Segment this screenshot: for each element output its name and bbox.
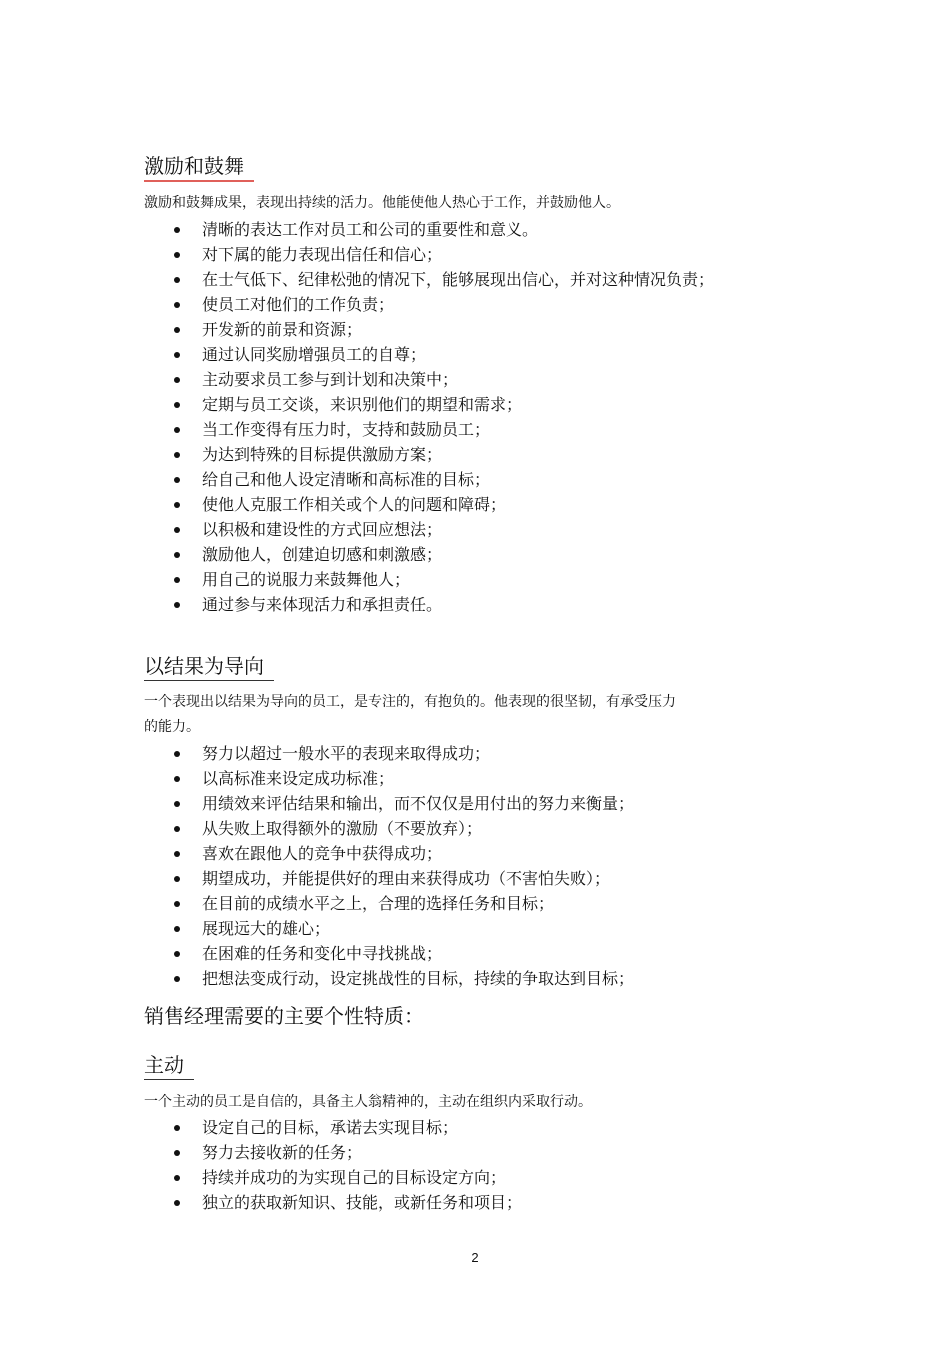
bullet-icon bbox=[174, 352, 180, 358]
bullet-icon bbox=[174, 1150, 180, 1156]
list-item: 努力去接收新的任务； bbox=[174, 1140, 522, 1165]
page-number: 2 bbox=[471, 1250, 479, 1265]
section-intro-results-oriented bbox=[144, 690, 764, 740]
bullet-icon bbox=[174, 527, 180, 533]
bullet-icon bbox=[174, 1175, 180, 1181]
list-item: 从失败上取得额外的激励（不要放弃）； bbox=[174, 816, 634, 841]
bullet-list-initiative bbox=[174, 1115, 522, 1215]
bullet-icon bbox=[174, 427, 180, 433]
list-item: 给自己和他人设定清晰和高标准的目标； bbox=[174, 467, 714, 492]
bullet-icon bbox=[174, 252, 180, 258]
list-item: 开发新的前景和资源； bbox=[174, 317, 714, 342]
bullet-icon bbox=[174, 377, 180, 383]
bullet-icon bbox=[174, 327, 180, 333]
list-item: 通过认同奖励增强员工的自尊； bbox=[174, 342, 714, 367]
list-item: 努力以超过一般水平的表现来取得成功； bbox=[174, 741, 634, 766]
list-item: 主动要求员工参与到计划和决策中； bbox=[174, 367, 714, 392]
bullet-icon bbox=[174, 826, 180, 832]
bullet-icon bbox=[174, 502, 180, 508]
bullet-icon bbox=[174, 976, 180, 982]
list-item: 定期与员工交谈，来识别他们的期望和需求； bbox=[174, 392, 714, 417]
section-heading-motivation: 激励和鼓舞 bbox=[144, 154, 254, 182]
section-heading-results-oriented: 以结果为导向 bbox=[144, 654, 274, 681]
list-item: 在目前的成绩水平之上，合理的选择任务和目标； bbox=[174, 891, 634, 916]
bullet-list-results-oriented bbox=[174, 741, 634, 991]
list-item: 独立的获取新知识、技能，或新任务和项目； bbox=[174, 1190, 522, 1215]
bullet-icon bbox=[174, 227, 180, 233]
list-item: 喜欢在跟他人的竞争中获得成功； bbox=[174, 841, 634, 866]
section-heading-personality-traits: 销售经理需要的主要个性特质： bbox=[144, 1004, 424, 1028]
bullet-icon bbox=[174, 876, 180, 882]
bullet-icon bbox=[174, 951, 180, 957]
bullet-icon bbox=[174, 776, 180, 782]
bullet-icon bbox=[174, 577, 180, 583]
list-item: 使员工对他们的工作负责； bbox=[174, 292, 714, 317]
bullet-icon bbox=[174, 402, 180, 408]
bullet-icon bbox=[174, 302, 180, 308]
list-item: 用绩效来评估结果和输出，而不仅仅是用付出的努力来衡量； bbox=[174, 791, 634, 816]
section-intro-motivation: 激励和鼓舞成果，表现出持续的活力。他能使他人热心于工作，并鼓励他人。 bbox=[144, 195, 620, 211]
list-item: 设定自己的目标，承诺去实现目标； bbox=[174, 1115, 522, 1140]
bullet-icon bbox=[174, 751, 180, 757]
list-item: 当工作变得有压力时，支持和鼓励员工； bbox=[174, 417, 714, 442]
list-item: 清晰的表达工作对员工和公司的重要性和意义。 bbox=[174, 217, 714, 242]
bullet-icon bbox=[174, 1200, 180, 1206]
intro-line: 的能力。 bbox=[144, 719, 200, 735]
list-item: 激励他人，创建迫切感和刺激感； bbox=[174, 542, 714, 567]
list-item: 展现远大的雄心； bbox=[174, 916, 634, 941]
section-heading-initiative: 主动 bbox=[144, 1053, 194, 1080]
list-item: 以积极和建设性的方式回应想法； bbox=[174, 517, 714, 542]
bullet-icon bbox=[174, 552, 180, 558]
list-item: 对下属的能力表现出信任和信心； bbox=[174, 242, 714, 267]
list-item: 把想法变成行动，设定挑战性的目标，持续的争取达到目标； bbox=[174, 966, 634, 991]
bullet-icon bbox=[174, 277, 180, 283]
bullet-list-motivation bbox=[174, 217, 714, 617]
list-item: 在困难的任务和变化中寻找挑战； bbox=[174, 941, 634, 966]
list-item: 使他人克服工作相关或个人的问题和障碍； bbox=[174, 492, 714, 517]
list-item: 以高标准来设定成功标准； bbox=[174, 766, 634, 791]
bullet-icon bbox=[174, 801, 180, 807]
section-intro-initiative: 一个主动的员工是自信的，具备主人翁精神的，主动在组织内采取行动。 bbox=[144, 1094, 592, 1110]
list-item: 为达到特殊的目标提供激励方案； bbox=[174, 442, 714, 467]
bullet-icon bbox=[174, 602, 180, 608]
list-item: 期望成功，并能提供好的理由来获得成功（不害怕失败）； bbox=[174, 866, 634, 891]
list-item: 通过参与来体现活力和承担责任。 bbox=[174, 592, 714, 617]
list-item: 持续并成功的为实现自己的目标设定方向； bbox=[174, 1165, 522, 1190]
bullet-icon bbox=[174, 851, 180, 857]
list-item: 用自己的说服力来鼓舞他人； bbox=[174, 567, 714, 592]
bullet-icon bbox=[174, 1125, 180, 1131]
bullet-icon bbox=[174, 926, 180, 932]
intro-line: 一个表现出以结果为导向的员工，是专注的，有抱负的。他表现的很坚韧，有承受压力 bbox=[144, 694, 676, 710]
bullet-icon bbox=[174, 477, 180, 483]
bullet-icon bbox=[174, 452, 180, 458]
list-item: 在士气低下、纪律松弛的情况下，能够展现出信心，并对这种情况负责； bbox=[174, 267, 714, 292]
bullet-icon bbox=[174, 901, 180, 907]
